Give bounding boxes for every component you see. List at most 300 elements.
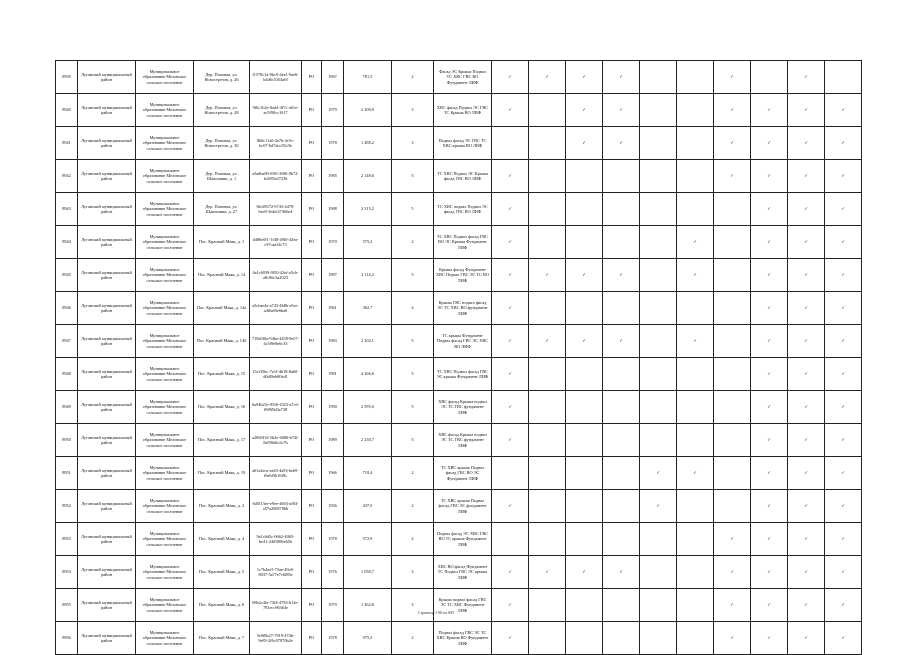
check-cell bbox=[529, 160, 566, 193]
table-row bbox=[56, 61, 862, 94]
area-cell: 437,5 bbox=[344, 490, 392, 523]
works-cell: Крыша подвал фасад ГВС ЭС ТС ХВС Фундамент ЛИФ bbox=[434, 589, 492, 622]
row-number: 8951 bbox=[56, 457, 78, 490]
check-cell: ✓ bbox=[640, 457, 677, 490]
owner-cell: Муниципальное образование Меловское сельское поселение bbox=[136, 457, 194, 490]
check-cell: ✓ bbox=[714, 523, 751, 556]
district-cell: Луганский муниципальный район bbox=[78, 94, 136, 127]
owner-cell: Муниципальное образование Меловское сельское поселение bbox=[136, 94, 194, 127]
check-cell: ✓ bbox=[751, 391, 788, 424]
check-cell: ✓ bbox=[714, 589, 751, 622]
works-cell: Подвал фасад ГВС ЭС ТС ХВС Крыша ВО Фундамент ЛИФ bbox=[434, 622, 492, 655]
check-cell bbox=[603, 358, 640, 391]
check-cell: ✓ bbox=[788, 424, 825, 457]
year-cell: 1989 bbox=[322, 424, 344, 457]
area-cell: 718,4 bbox=[344, 457, 392, 490]
check-cell: ✓ bbox=[492, 226, 529, 259]
district-cell: Луганский муниципальный район bbox=[78, 424, 136, 457]
check-cell bbox=[603, 391, 640, 424]
type-cell: РО bbox=[302, 61, 322, 94]
check-cell bbox=[714, 226, 751, 259]
works-cell: ТС ХВС Подвал фасад ГВС ВО ЭС Крыша Фундамент ЛИФ bbox=[434, 226, 492, 259]
check-cell bbox=[603, 292, 640, 325]
district-cell: Луганский муниципальный район bbox=[78, 193, 136, 226]
floors-cell: 3 bbox=[392, 127, 434, 160]
works-cell: ХВС фасад Крыша подвал ЭС ТС ГВС фундамент ЛИФ bbox=[434, 391, 492, 424]
table-row bbox=[56, 622, 862, 655]
type-cell: РО bbox=[302, 523, 322, 556]
check-cell: ✓ bbox=[492, 490, 529, 523]
check-cell: ✓ bbox=[603, 127, 640, 160]
check-cell bbox=[640, 622, 677, 655]
check-cell: ✓ bbox=[751, 94, 788, 127]
check-cell bbox=[529, 457, 566, 490]
check-cell: ✓ bbox=[603, 94, 640, 127]
address-cell: Пос. Красный Маяк, д. 16 bbox=[194, 391, 250, 424]
check-cell: ✓ bbox=[788, 622, 825, 655]
check-cell: ✓ bbox=[788, 490, 825, 523]
check-cell bbox=[529, 226, 566, 259]
row-number: 8956 bbox=[56, 622, 78, 655]
type-cell: РО bbox=[302, 259, 322, 292]
owner-cell: Муниципальное образование Меловское сельское поселение bbox=[136, 193, 194, 226]
area-cell: 2 315,2 bbox=[344, 193, 392, 226]
check-cell bbox=[603, 490, 640, 523]
check-cell bbox=[603, 622, 640, 655]
area-cell: 572,9 bbox=[344, 523, 392, 556]
table-row bbox=[56, 490, 862, 523]
check-cell: ✓ bbox=[788, 358, 825, 391]
type-cell: РО bbox=[302, 325, 322, 358]
year-cell: 1988 bbox=[322, 193, 344, 226]
check-cell bbox=[677, 358, 714, 391]
address-cell: Пос. Красный Маяк, д. 19 bbox=[194, 457, 250, 490]
check-cell bbox=[714, 391, 751, 424]
district-cell: Луганский муниципальный район bbox=[78, 226, 136, 259]
row-number: 8950 bbox=[56, 424, 78, 457]
works-cell: Подвал фасад ЭС ГВС ТС ХВС крыша ВО ЛИФ bbox=[434, 127, 492, 160]
district-cell: Луганский муниципальный район bbox=[78, 358, 136, 391]
check-cell bbox=[714, 424, 751, 457]
check-cell bbox=[603, 424, 640, 457]
check-cell: ✓ bbox=[566, 127, 603, 160]
check-cell bbox=[640, 160, 677, 193]
check-cell bbox=[677, 94, 714, 127]
check-cell: ✓ bbox=[492, 325, 529, 358]
check-cell: ✓ bbox=[714, 61, 751, 94]
check-cell: ✓ bbox=[529, 61, 566, 94]
check-cell bbox=[640, 292, 677, 325]
year-cell: 1967 bbox=[322, 61, 344, 94]
table-row bbox=[56, 589, 862, 622]
floors-cell: 5 bbox=[392, 424, 434, 457]
owner-cell: Муниципальное образование Меловское сельское поселение bbox=[136, 325, 194, 358]
row-number: 8943 bbox=[56, 193, 78, 226]
check-cell bbox=[714, 490, 751, 523]
area-cell: 362,7 bbox=[344, 292, 392, 325]
check-cell bbox=[677, 589, 714, 622]
floors-cell: 4 bbox=[392, 292, 434, 325]
check-cell: ✓ bbox=[677, 259, 714, 292]
row-number: 8942 bbox=[56, 160, 78, 193]
table-row bbox=[56, 292, 862, 325]
table-row bbox=[56, 556, 862, 589]
address-cell: Пос. Красный Маяк, д. 4 bbox=[194, 523, 250, 556]
check-cell bbox=[603, 457, 640, 490]
check-cell: ✓ bbox=[788, 160, 825, 193]
district-cell: Луганский муниципальный район bbox=[78, 61, 136, 94]
check-cell bbox=[714, 358, 751, 391]
type-cell: РО bbox=[302, 622, 322, 655]
district-cell: Луганский муниципальный район bbox=[78, 556, 136, 589]
check-cell bbox=[566, 292, 603, 325]
district-cell: Луганский муниципальный район bbox=[78, 325, 136, 358]
works-cell: ТС крыша Фундамент Подвал фасад ГВС ЭС ХВС ВО ЛИФ bbox=[434, 325, 492, 358]
check-cell bbox=[640, 523, 677, 556]
floors-cell: 5 bbox=[392, 259, 434, 292]
check-cell: ✓ bbox=[714, 622, 751, 655]
check-cell: ✓ bbox=[788, 259, 825, 292]
check-cell bbox=[529, 622, 566, 655]
check-cell: ✓ bbox=[566, 325, 603, 358]
row-number: 8948 bbox=[56, 358, 78, 391]
check-cell: ✓ bbox=[825, 226, 862, 259]
year-cell: 1956 bbox=[322, 490, 344, 523]
floors-cell: 3 bbox=[392, 556, 434, 589]
check-cell: ✓ bbox=[492, 358, 529, 391]
check-cell: ✓ bbox=[788, 391, 825, 424]
check-cell bbox=[677, 127, 714, 160]
check-cell: ✓ bbox=[603, 259, 640, 292]
check-cell bbox=[640, 556, 677, 589]
district-cell: Луганский муниципальный район bbox=[78, 292, 136, 325]
year-cell: 1970 bbox=[322, 226, 344, 259]
check-cell bbox=[529, 391, 566, 424]
row-number: 8955 bbox=[56, 589, 78, 622]
address-cell: Пос. Красный Маяк, д. 5 bbox=[194, 556, 250, 589]
check-cell: ✓ bbox=[788, 193, 825, 226]
year-cell: 1979 bbox=[322, 94, 344, 127]
check-cell bbox=[640, 325, 677, 358]
check-cell: ✓ bbox=[788, 556, 825, 589]
building-id-cell: 718e0f0a-94ba-4458-9e57-4c5f9e8e6c35 bbox=[250, 325, 302, 358]
check-cell bbox=[603, 193, 640, 226]
type-cell: РО bbox=[302, 193, 322, 226]
check-cell: ✓ bbox=[714, 94, 751, 127]
check-cell: ✓ bbox=[788, 226, 825, 259]
check-cell bbox=[529, 490, 566, 523]
check-cell bbox=[529, 424, 566, 457]
check-cell: ✓ bbox=[825, 424, 862, 457]
check-cell bbox=[640, 193, 677, 226]
check-cell bbox=[640, 589, 677, 622]
type-cell: РО bbox=[302, 457, 322, 490]
check-cell: ✓ bbox=[825, 325, 862, 358]
check-cell: ✓ bbox=[603, 325, 640, 358]
year-cell: 1979 bbox=[322, 589, 344, 622]
works-cell: Фасад ЭС Крыша Подвал ТС ХВС ГВС ВО Фундамент ЛИФ bbox=[434, 61, 492, 94]
check-cell bbox=[640, 391, 677, 424]
building-id-cell: a61a2eca-ea63-4a93-beb9-f6e6f5b16f9c bbox=[250, 457, 302, 490]
check-cell: ✓ bbox=[825, 457, 862, 490]
type-cell: РО bbox=[302, 127, 322, 160]
check-cell bbox=[640, 61, 677, 94]
table-row bbox=[56, 391, 862, 424]
table-row bbox=[56, 226, 862, 259]
table-row bbox=[56, 457, 862, 490]
register-table bbox=[55, 60, 862, 655]
check-cell: ✓ bbox=[714, 160, 751, 193]
check-cell bbox=[529, 127, 566, 160]
floors-cell: 2 bbox=[392, 523, 434, 556]
check-cell bbox=[677, 622, 714, 655]
address-cell: Пос. Красный Маяк, д. 1 bbox=[194, 226, 250, 259]
table-row bbox=[56, 193, 862, 226]
owner-cell: Муниципальное образование Меловское сельское поселение bbox=[136, 160, 194, 193]
district-cell: Луганский муниципальный район bbox=[78, 127, 136, 160]
area-cell: 1 262,8 bbox=[344, 589, 392, 622]
check-cell bbox=[677, 424, 714, 457]
address-cell: Пос. Красный Маяк, д. 17 bbox=[194, 424, 250, 457]
check-cell bbox=[640, 424, 677, 457]
building-id-cell: 9a1c6d5c-0662-4065-be41-24f0f00fe65b bbox=[250, 523, 302, 556]
row-number: 8944 bbox=[56, 226, 78, 259]
row-number: 8945 bbox=[56, 259, 78, 292]
building-id-cell: 8b6c11a0-4a7b-4c5c-bc07-6d7dcc05c5b bbox=[250, 127, 302, 160]
owner-cell: Муниципальное образование Меловское сельское поселение bbox=[136, 523, 194, 556]
check-cell bbox=[603, 589, 640, 622]
building-id-cell: 4a1c6039-0f50-42ef-a5cb-a8c96c3a2023 bbox=[250, 259, 302, 292]
page-footer: Страница 5 80 из 695 bbox=[418, 610, 455, 615]
check-cell bbox=[529, 292, 566, 325]
year-cell: 1981 bbox=[322, 358, 344, 391]
owner-cell: Муниципальное образование Меловское сельское поселение bbox=[136, 226, 194, 259]
address-cell: Пос. Красный Маяк, д. 14а bbox=[194, 292, 250, 325]
check-cell: ✓ bbox=[714, 556, 751, 589]
check-cell: ✓ bbox=[788, 325, 825, 358]
check-cell: ✓ bbox=[492, 391, 529, 424]
works-cell: Крыша фасад Фундамент ХВС Подвал ГВС ЭС ТС ВО ЛИФ bbox=[434, 259, 492, 292]
table-row bbox=[56, 424, 862, 457]
check-cell: ✓ bbox=[788, 589, 825, 622]
check-cell bbox=[566, 589, 603, 622]
row-number: 8949 bbox=[56, 391, 78, 424]
check-cell: ✓ bbox=[751, 193, 788, 226]
table-row bbox=[56, 358, 862, 391]
building-id-cell: a2860f1d-5b2e-4686-b74f-8a59b6fcdc7b bbox=[250, 424, 302, 457]
type-cell: РО bbox=[302, 226, 322, 259]
area-cell: 4 266,6 bbox=[344, 358, 392, 391]
address-cell: Пос. Красный Маяк, д. 7 bbox=[194, 622, 250, 655]
area-cell: 2 114,2 bbox=[344, 259, 392, 292]
check-cell: ✓ bbox=[492, 292, 529, 325]
floors-cell: 5 bbox=[392, 325, 434, 358]
row-number: 8939 bbox=[56, 61, 78, 94]
check-cell: ✓ bbox=[529, 556, 566, 589]
check-cell bbox=[566, 622, 603, 655]
year-cell: 1961 bbox=[322, 292, 344, 325]
district-cell: Луганский муниципальный район bbox=[78, 622, 136, 655]
check-cell bbox=[566, 424, 603, 457]
check-cell bbox=[566, 523, 603, 556]
building-id-cell: f1578c1a-0bc0-4ea1-9ae6-b4d6c5354a0f bbox=[250, 61, 302, 94]
row-number: 8953 bbox=[56, 523, 78, 556]
check-cell: ✓ bbox=[492, 556, 529, 589]
works-cell: ХВС ВО фасад Фундамент ТС Подвал ГВС ЭС крыша ЛИФ bbox=[434, 556, 492, 589]
check-cell bbox=[825, 61, 862, 94]
check-cell: ✓ bbox=[492, 94, 529, 127]
check-cell: ✓ bbox=[566, 94, 603, 127]
check-cell: ✓ bbox=[492, 160, 529, 193]
table-body bbox=[56, 61, 862, 655]
floors-cell: 2 bbox=[392, 226, 434, 259]
check-cell bbox=[566, 358, 603, 391]
check-cell bbox=[640, 127, 677, 160]
year-cell: 1978 bbox=[322, 622, 344, 655]
check-cell bbox=[529, 193, 566, 226]
type-cell: РО bbox=[302, 292, 322, 325]
check-cell bbox=[640, 226, 677, 259]
check-cell: ✓ bbox=[566, 556, 603, 589]
check-cell bbox=[566, 391, 603, 424]
row-number: 8954 bbox=[56, 556, 78, 589]
check-cell: ✓ bbox=[492, 424, 529, 457]
check-cell: ✓ bbox=[751, 325, 788, 358]
address-cell: Дер. Поповка, ул. Новострезов, д. 30 bbox=[194, 127, 250, 160]
check-cell: ✓ bbox=[825, 94, 862, 127]
table-row bbox=[56, 523, 862, 556]
row-number: 8940 bbox=[56, 94, 78, 127]
table-row bbox=[56, 127, 862, 160]
building-id-cell: 6b1f8572-9743-4478-bec8-3edef27466e4 bbox=[250, 193, 302, 226]
type-cell: РО bbox=[302, 358, 322, 391]
check-cell bbox=[677, 61, 714, 94]
table-row bbox=[56, 94, 862, 127]
check-cell bbox=[603, 160, 640, 193]
check-cell: ✓ bbox=[751, 160, 788, 193]
check-cell: ✓ bbox=[529, 259, 566, 292]
address-cell: Дер. Поповка, ул. Шапошник, д. 27 bbox=[194, 193, 250, 226]
owner-cell: Муниципальное образование Меловское сельское поселение bbox=[136, 292, 194, 325]
floors-cell: 5 bbox=[392, 358, 434, 391]
check-cell: ✓ bbox=[825, 160, 862, 193]
check-cell: ✓ bbox=[751, 523, 788, 556]
area-cell: 1 488,2 bbox=[344, 127, 392, 160]
works-cell: ТС ХВС подвал Подвал ЭС фасад ГВС ВО ЛИФ bbox=[434, 193, 492, 226]
building-id-cell: a5adba90-f001-49f6-9b72-fe2f85a37236 bbox=[250, 160, 302, 193]
check-cell: ✓ bbox=[751, 490, 788, 523]
type-cell: РО bbox=[302, 391, 322, 424]
check-cell: ✓ bbox=[788, 94, 825, 127]
check-cell: ✓ bbox=[825, 490, 862, 523]
building-id-cell: 15c2f5bc-7a1f-4b18-8ab0-d0df9eb80ed1 bbox=[250, 358, 302, 391]
check-cell bbox=[566, 226, 603, 259]
year-cell: 1978 bbox=[322, 127, 344, 160]
table-row bbox=[56, 160, 862, 193]
owner-cell: Муниципальное образование Меловское сельское поселение bbox=[136, 127, 194, 160]
check-cell bbox=[677, 193, 714, 226]
district-cell: Луганский муниципальный район bbox=[78, 160, 136, 193]
address-cell: Пос. Красный Маяк, д. 15 bbox=[194, 358, 250, 391]
check-cell bbox=[714, 292, 751, 325]
address-cell: Пос. Красный Маяк, д. 2 bbox=[194, 490, 250, 523]
check-cell bbox=[529, 589, 566, 622]
works-cell: ХВС фасад Крыша подвал ЭС ТС ГВС фундамент ЛИФ bbox=[434, 424, 492, 457]
type-cell: РО bbox=[302, 490, 322, 523]
works-cell: Подвал фасад ЭС ХВС ГВС ВО ТС крыша Фундамент ЛИФ bbox=[434, 523, 492, 556]
building-id-cell: 08b2c4fa-73f4-4793-b12e-781ecc96364e bbox=[250, 589, 302, 622]
building-id-cell: 5e0f6b27-7819-474b-9e85-2f6c97870b2e bbox=[250, 622, 302, 655]
works-cell: ТС ХВС крыша Подвал фасад ГВС ЭС фундамент ЛИФ bbox=[434, 490, 492, 523]
floors-cell: 3 bbox=[392, 94, 434, 127]
check-cell bbox=[640, 259, 677, 292]
area-cell: 975,5 bbox=[344, 622, 392, 655]
check-cell: ✓ bbox=[788, 127, 825, 160]
year-cell: 1987 bbox=[322, 259, 344, 292]
check-cell bbox=[751, 61, 788, 94]
type-cell: РО bbox=[302, 94, 322, 127]
floors-cell: 3 bbox=[392, 589, 434, 622]
address-cell: Дер. Поповка, ул. Новострезов, д. 28 bbox=[194, 94, 250, 127]
address-cell: Пос. Красный Маяк, д. 6 bbox=[194, 589, 250, 622]
year-cell: 1983 bbox=[322, 325, 344, 358]
check-cell: ✓ bbox=[751, 457, 788, 490]
address-cell: Дер. Поповка, ул. Шапошник, д. 1 bbox=[194, 160, 250, 193]
check-cell bbox=[566, 193, 603, 226]
floors-cell: 2 bbox=[392, 457, 434, 490]
building-id-cell: 6d5f13ee-e9ee-4603-af84-a57a2008786b bbox=[250, 490, 302, 523]
check-cell: ✓ bbox=[677, 325, 714, 358]
district-cell: Луганский муниципальный район bbox=[78, 457, 136, 490]
year-cell: 1985 bbox=[322, 160, 344, 193]
check-cell: ✓ bbox=[825, 523, 862, 556]
table-row bbox=[56, 259, 862, 292]
check-cell bbox=[492, 127, 529, 160]
works-cell: Крыша ГВС подвал фасад ЭС ТС ХВС ВО фундамент ЛИФ bbox=[434, 292, 492, 325]
check-cell: ✓ bbox=[751, 226, 788, 259]
check-cell: ✓ bbox=[825, 127, 862, 160]
check-cell: ✓ bbox=[788, 523, 825, 556]
area-cell: 2 209,0 bbox=[344, 94, 392, 127]
floors-cell: 2 bbox=[392, 490, 434, 523]
check-cell bbox=[566, 160, 603, 193]
district-cell: Луганский муниципальный район bbox=[78, 391, 136, 424]
check-cell: ✓ bbox=[751, 622, 788, 655]
building-id-cell: 6a94b25c-95f6-4323-a7cd-f9f9f8d3e728 bbox=[250, 391, 302, 424]
owner-cell: Муниципальное образование Меловское сельское поселение bbox=[136, 61, 194, 94]
check-cell bbox=[677, 556, 714, 589]
owner-cell: Муниципальное образование Меловское сельское поселение bbox=[136, 490, 194, 523]
check-cell: ✓ bbox=[825, 358, 862, 391]
row-number: 8941 bbox=[56, 127, 78, 160]
owner-cell: Муниципальное образование Меловское сельское поселение bbox=[136, 589, 194, 622]
district-cell: Луганский муниципальный район bbox=[78, 589, 136, 622]
check-cell: ✓ bbox=[677, 226, 714, 259]
check-cell bbox=[640, 358, 677, 391]
owner-cell: Муниципальное образование Меловское сельское поселение bbox=[136, 391, 194, 424]
check-cell: ✓ bbox=[714, 127, 751, 160]
check-cell bbox=[677, 292, 714, 325]
area-cell: 2 148,6 bbox=[344, 160, 392, 193]
check-cell: ✓ bbox=[751, 292, 788, 325]
area-cell: 575,2 bbox=[344, 226, 392, 259]
year-cell: 1978 bbox=[322, 523, 344, 556]
works-cell: ТС ХВС Подвал фасад ГВС ЭС крыша Фундамент ЛИФ bbox=[434, 358, 492, 391]
check-cell: ✓ bbox=[825, 292, 862, 325]
check-cell: ✓ bbox=[492, 589, 529, 622]
check-cell: ✓ bbox=[751, 556, 788, 589]
row-number: 8946 bbox=[56, 292, 78, 325]
